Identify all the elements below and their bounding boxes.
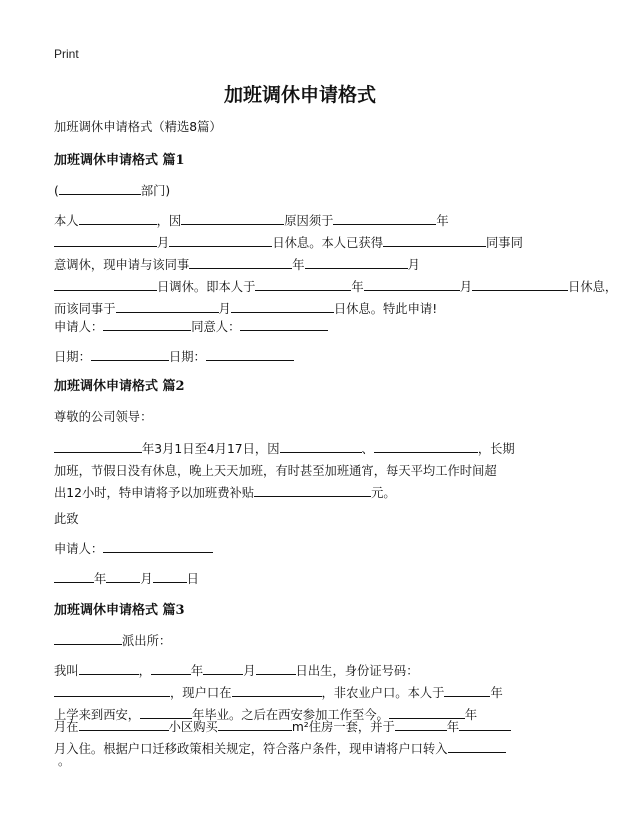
applicant-blank[interactable] xyxy=(103,538,213,553)
section1-signature-line: 申请人： 同意人： xyxy=(54,316,546,338)
section3-para-line5: 月入住。根据户口迁移政策相关规定，符合落户条件，现申请将户口转入 xyxy=(54,738,546,760)
year-blank[interactable] xyxy=(395,716,447,731)
section1-para-line2: 月 日休息。本人已获得 同事同 xyxy=(54,232,546,254)
day-blank[interactable] xyxy=(153,568,187,583)
day-blank[interactable] xyxy=(472,276,568,291)
year-blank[interactable] xyxy=(151,660,191,675)
section3-para-line4: 月在 小区购买 m²住房一套，并于 年 xyxy=(54,716,546,738)
section2-applicant-line: 申请人： xyxy=(54,538,546,560)
day-blank[interactable] xyxy=(169,232,272,247)
police-station-blank[interactable] xyxy=(54,630,122,645)
section1-heading: 加班调休申请格式 篇1 xyxy=(54,153,185,168)
section2-date-line: 年 月 日 xyxy=(54,568,546,590)
destination-blank[interactable] xyxy=(448,738,506,753)
colleague-blank[interactable] xyxy=(383,232,486,247)
month-blank[interactable] xyxy=(203,660,243,675)
section3-para-line1: 我叫 ， 年 月 日出生，身份证号码： xyxy=(54,660,546,682)
document-title: 加班调休申请格式 xyxy=(223,84,376,106)
section3-end-mark: 。 xyxy=(58,754,71,768)
year-blank[interactable] xyxy=(54,438,142,453)
agree-blank[interactable] xyxy=(240,316,328,331)
year-blank[interactable] xyxy=(444,682,490,697)
date-blank[interactable] xyxy=(206,346,294,361)
date-blank[interactable] xyxy=(91,346,169,361)
day-blank[interactable] xyxy=(231,298,334,313)
section3-police-line: 派出所： xyxy=(54,630,546,652)
id-number-blank[interactable] xyxy=(54,682,170,697)
year-blank[interactable] xyxy=(54,568,94,583)
reason-blank[interactable] xyxy=(374,438,478,453)
month-blank[interactable] xyxy=(116,298,219,313)
month-blank[interactable] xyxy=(459,716,511,731)
year-blank[interactable] xyxy=(189,254,292,269)
amount-blank[interactable] xyxy=(254,482,371,497)
day-blank[interactable] xyxy=(256,660,296,675)
month-blank[interactable] xyxy=(305,254,408,269)
section1-date-line: 日期： 日期： xyxy=(54,346,546,368)
intro-line: 加班调休申请格式（精选8篇） xyxy=(54,120,222,134)
reason-blank[interactable] xyxy=(280,438,362,453)
section2-para-line3: 出12小时，特申请将予以加班费补贴 元。 xyxy=(54,482,546,504)
section2-heading: 加班调休申请格式 篇2 xyxy=(54,379,185,394)
applicant-blank[interactable] xyxy=(103,316,191,331)
name-blank[interactable] xyxy=(79,210,157,225)
reason-blank[interactable] xyxy=(181,210,284,225)
year-blank[interactable] xyxy=(255,276,351,291)
section3-para-line2: ，现户口在 ，非农业户口。本人于 年 xyxy=(54,682,546,704)
section2-closing: 此致 xyxy=(54,512,79,526)
print-link[interactable]: Print xyxy=(54,47,79,61)
section3-heading: 加班调休申请格式 篇3 xyxy=(54,603,185,618)
section1-para-line3: 意调休，现申请与该同事 年 月 xyxy=(54,254,546,276)
section2-greeting: 尊敬的公司领导： xyxy=(54,410,153,424)
location-blank[interactable] xyxy=(79,716,169,731)
year-blank[interactable] xyxy=(333,210,436,225)
month-blank[interactable] xyxy=(106,568,140,583)
day-blank[interactable] xyxy=(54,276,157,291)
section2-para-line1: 年3月1日至4月17日，因 、 ，长期 xyxy=(54,438,546,460)
section2-para-line2: 加班，节假日没有休息，晚上天天加班，有时甚至加班通宵，每天平均工作时间超 xyxy=(54,464,497,478)
section1-para-line5: 而该同事于 月 日休息。特此申请! xyxy=(54,298,546,320)
section1-dept-line: ( 部门) xyxy=(54,180,546,202)
name-blank[interactable] xyxy=(79,660,139,675)
dept-blank[interactable] xyxy=(59,180,141,195)
hukou-location-blank[interactable] xyxy=(232,682,322,697)
month-blank[interactable] xyxy=(364,276,460,291)
month-blank[interactable] xyxy=(54,232,157,247)
area-blank[interactable] xyxy=(218,716,292,731)
section1-para-line1: 本人 ，因 原因须于 年 xyxy=(54,210,546,232)
section3-para-line3: 上学来到西安， 年毕业。之后在西安参加工作至今。 年 xyxy=(54,704,546,726)
section1-para-line4: 日调休。即本人于 年 月 日休息， xyxy=(54,276,546,298)
